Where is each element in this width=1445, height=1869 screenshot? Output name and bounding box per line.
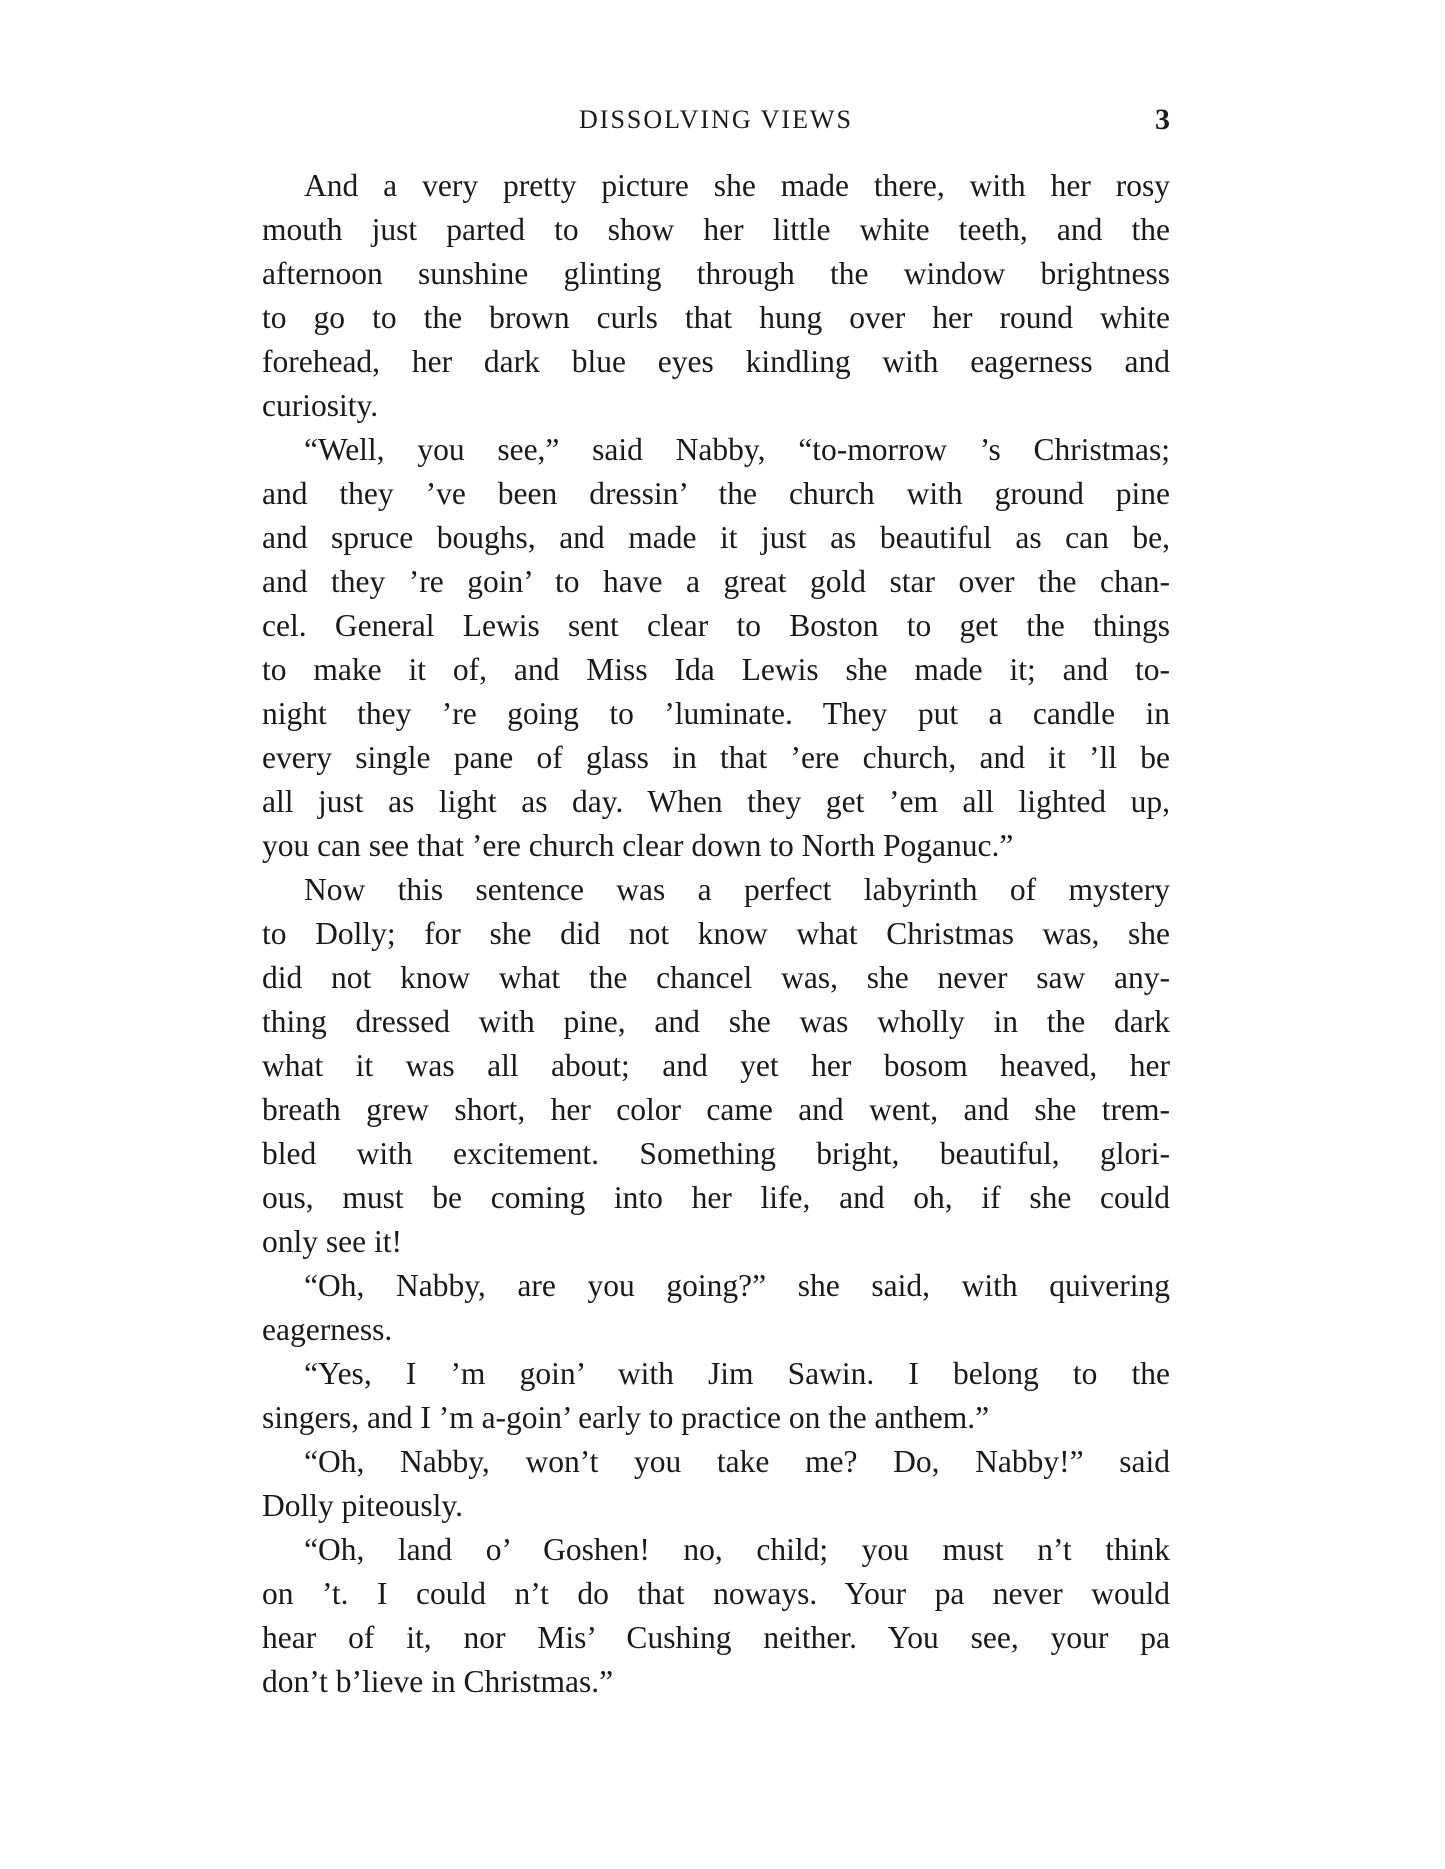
text-line: singers, and I ’m a-goin’ early to practice on the anthem.” bbox=[262, 1400, 990, 1435]
text-line: And a very pretty picture she made there, with her rosy bbox=[304, 168, 1170, 203]
text-line: breath grew short, her color came and went, and she trem- bbox=[262, 1092, 1170, 1127]
text-line: thing dressed with pine, and she was wholly in the dark bbox=[262, 1004, 1170, 1039]
text-line: and they ’ve been dressin’ the church with ground pine bbox=[262, 476, 1170, 511]
text-line: don’t b’lieve in Christmas.” bbox=[262, 1664, 614, 1699]
text-line: Dolly piteously. bbox=[262, 1488, 463, 1523]
text-line: only see it! bbox=[262, 1224, 402, 1259]
paragraph bbox=[262, 1528, 1170, 1704]
text-line: curiosity. bbox=[262, 388, 379, 423]
text-line: to Dolly; for she did not know what Christmas was, she bbox=[262, 916, 1170, 951]
body-text bbox=[262, 164, 1170, 1704]
running-title: DISSOLVING VIEWS bbox=[579, 105, 853, 134]
text-line: what it was all about; and yet her bosom heaved, her bbox=[262, 1048, 1170, 1083]
text-line: on ’t. I could n’t do that noways. Your pa never would bbox=[262, 1576, 1170, 1611]
text-line: “Well, you see,” said Nabby, “to-morrow ’s Christmas; bbox=[304, 432, 1170, 467]
paragraph bbox=[262, 428, 1170, 868]
text-line: “Oh, land o’ Goshen! no, child; you must n’t think bbox=[304, 1532, 1170, 1567]
text-line: all just as light as day. When they get ’em all lighted up, bbox=[262, 784, 1170, 819]
text-line: “Yes, I ’m goin’ with Jim Sawin. I belong to the bbox=[304, 1356, 1170, 1391]
paragraph bbox=[262, 1352, 1170, 1440]
text-line: bled with excitement. Something bright, beautiful, glori- bbox=[262, 1136, 1170, 1171]
text-line: ous, must be coming into her life, and oh, if she could bbox=[262, 1180, 1170, 1215]
text-line: cel. General Lewis sent clear to Boston to get the things bbox=[262, 608, 1170, 643]
text-line: and spruce boughs, and made it just as beautiful as can be, bbox=[262, 520, 1170, 555]
text-line: hear of it, nor Mis’ Cushing neither. You see, your pa bbox=[262, 1620, 1170, 1655]
text-line: you can see that ’ere church clear down to North Poganuc.” bbox=[262, 828, 1014, 863]
text-line: to make it of, and Miss Ida Lewis she made it; and to- bbox=[262, 652, 1170, 687]
text-line: eagerness. bbox=[262, 1312, 393, 1347]
paragraph bbox=[262, 1440, 1170, 1528]
text-line: to go to the brown curls that hung over her round white bbox=[262, 300, 1170, 335]
paragraph bbox=[262, 1264, 1170, 1352]
text-line: did not know what the chancel was, she never saw any- bbox=[262, 960, 1170, 995]
paragraph bbox=[262, 164, 1170, 428]
paragraph bbox=[262, 868, 1170, 1264]
text-line: and they ’re goin’ to have a great gold star over the chan- bbox=[262, 564, 1170, 599]
text-line: Now this sentence was a perfect labyrinth of mystery bbox=[304, 872, 1170, 907]
text-line: “Oh, Nabby, are you going?” she said, with quivering bbox=[304, 1268, 1170, 1303]
text-line: night they ’re going to ’luminate. They put a candle in bbox=[262, 696, 1170, 731]
running-head bbox=[262, 100, 1170, 140]
page-number: 3 bbox=[1155, 103, 1170, 136]
text-line: every single pane of glass in that ’ere church, and it ’ll be bbox=[262, 740, 1170, 775]
text-line: afternoon sunshine glinting through the window brightness bbox=[262, 256, 1170, 291]
text-line: mouth just parted to show her little white teeth, and the bbox=[262, 212, 1170, 247]
text-line: forehead, her dark blue eyes kindling with eagerness and bbox=[262, 344, 1170, 379]
text-line: “Oh, Nabby, won’t you take me? Do, Nabby!” said bbox=[304, 1444, 1170, 1479]
